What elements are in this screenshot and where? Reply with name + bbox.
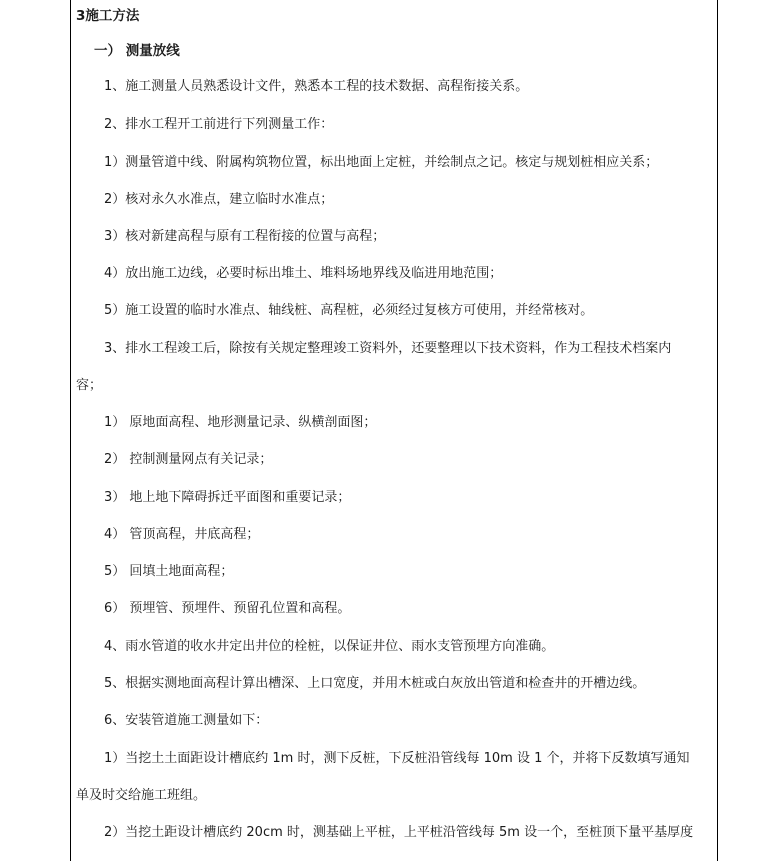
paragraph-line: 2）核对永久水准点，建立临时水准点；	[104, 192, 334, 207]
paragraph-line: 1、施工测量人员熟悉设计文件，熟悉本工程的技术数据、高程衔接关系。	[104, 79, 529, 94]
paragraph-line: 1）当挖土土面距设计槽底约 1m 时，测下反桩，下反桩沿管线每 10m 设 1 个，并将下反数填写通知	[104, 751, 690, 766]
paragraph-line: 4）放出施工边线，必要时标出堆土、堆料场地界线及临进用地范围；	[104, 266, 503, 281]
paragraph-line: 5）施工设置的临时水准点、轴线桩、高程桩，必须经过复核方可使用，并经常核对。	[104, 303, 594, 318]
paragraph-line: 1）测量管道中线、附属构筑物位置，标出地面上定桩，并绘制点之记。核定与规划桩相应关系；	[104, 155, 659, 170]
paragraph-line: 2） 控制测量网点有关记录；	[104, 452, 273, 467]
paragraph-line: 6） 预埋管、预埋件、预留孔位置和高程。	[104, 601, 351, 616]
paragraph-line: 5、根据实测地面高程计算出槽深、上口宽度，并用木桩或白灰放出管道和检查井的开槽边线。	[104, 676, 646, 691]
paragraph-line: 3） 地上地下障碍拆迁平面图和重要记录；	[104, 490, 351, 505]
paragraph-line: 单及时交给施工班组。	[76, 788, 207, 803]
section-title: 3施工方法	[76, 8, 140, 24]
paragraph-line: 3）核对新建高程与原有工程衔接的位置与高程；	[104, 229, 386, 244]
subsection-title: 一） 测量放线	[94, 43, 180, 59]
paragraph-line: 4） 管顶高程，井底高程；	[104, 527, 260, 542]
paragraph-line: 6、安装管道施工测量如下：	[104, 713, 269, 728]
paragraph-line: 4、雨水管道的收水井定出井位的栓桩，以保证井位、雨水支管预埋方向准确。	[104, 639, 555, 654]
paragraph-line: 3、排水工程竣工后，除按有关规定整理竣工资料外，还要整理以下技术资料，作为工程技术档案内	[104, 341, 672, 356]
paragraph-line: 5） 回填土地面高程；	[104, 564, 234, 579]
paragraph-line: 2）当挖土距设计槽底约 20cm 时，测基础上平桩，上平桩沿管线每 5m 设一个，至桩顶下量平基厚度	[104, 825, 694, 840]
paragraph-line: 容；	[76, 378, 103, 393]
paragraph-line: 2、排水工程开工前进行下列测量工作：	[104, 117, 334, 132]
paragraph-line: 1） 原地面高程、地形测量记录、纵横剖面图；	[104, 415, 377, 430]
